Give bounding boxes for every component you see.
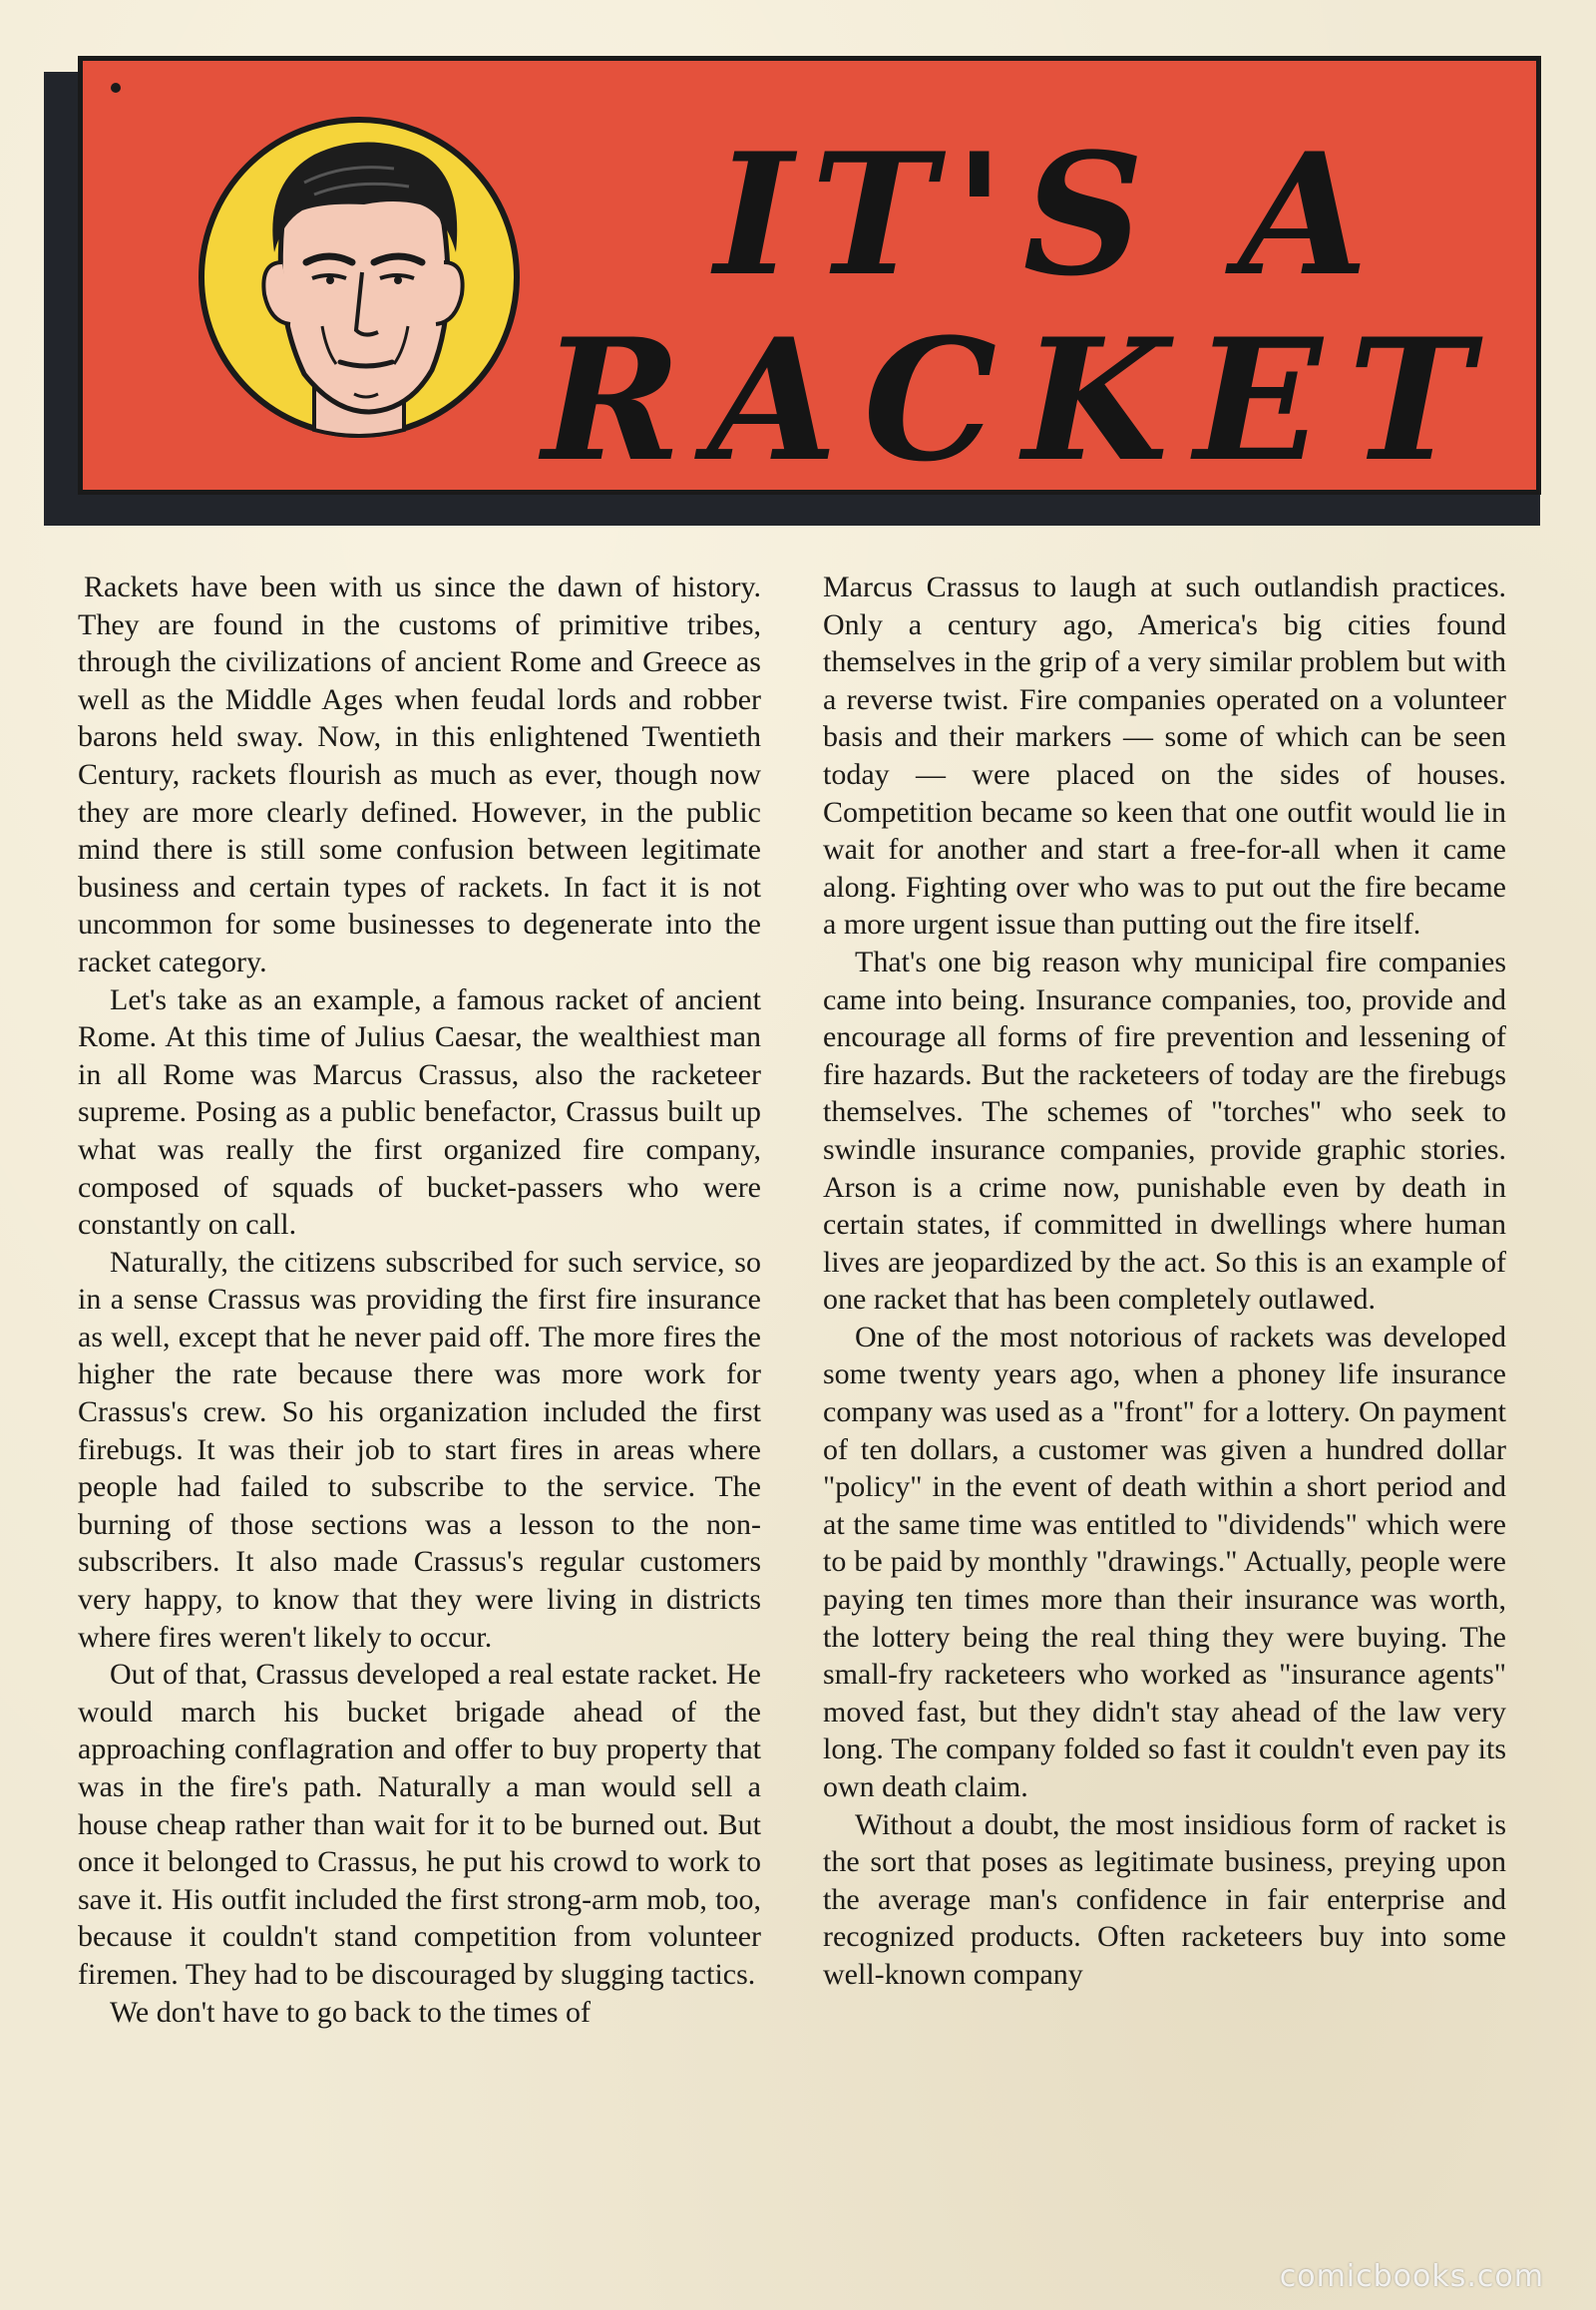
paragraph: Marcus Crassus to laugh at such outlandish practices. Only a century ago, America's big cities found themselves in the grip of a very similar problem but with a reverse twist. Fire companies operated on a volunteer basis and their markers — some of which can be seen today — were placed on the sides of houses. Competition became so keen that one outfit would lie in wait for another and start a free-for-all when it came along. Fighting over who was to put out the fire became a more urgent issue than putting out the fire itself. [823, 571, 1506, 942]
title-line-2: RACKET [542, 301, 1499, 499]
paragraph: Let's take as an example, a famous racket of ancient Rome. At this time of Julius Caesar, the wealthiest man in all Rome was Marcus Crassus, also the racketeer supreme. Posing as a public benefactor, Crassus built up what was really the first organized fire company, composed of squads of bucket-passers who were constantly on call. [78, 982, 761, 1242]
paragraph: We don't have to go back to the times of [110, 1995, 592, 2029]
article-column-right [823, 569, 1506, 1994]
watermark: comicbooks.com [1279, 2259, 1544, 2294]
paragraph: Out of that, Crassus developed a real estate racket. He would march his bucket brigade ahead of the approaching conflagration and offer to buy property that was in the fire's path. Naturally a man would sell a house cheap rather than wait for it to be burned out. But once it belonged to Crassus, he put his crowd to work to save it. His outfit included the first strong-arm mob, too, because it couldn't stand competition from volunteer firemen. They had to be discouraged by slugging tactics. [78, 1658, 761, 1991]
article-body [78, 569, 1544, 2264]
portrait-illustration [195, 113, 524, 442]
paragraph: Naturally, the citizens subscribed for such service, so in a sense Crassus was providing the first fire insurance as well, except that he never paid off. The more fires the higher the rate because there was more work for Crassus's crew. So his organization included the first firebugs. It was their job to start fires in areas where people had failed to subscribe to the service. The burning of those sections was a lesson to the non-subscribers. It also made Crassus's regular customers very happy, to know that they were living in districts where fires weren't likely to occur. [78, 1245, 761, 1654]
paragraph: Without a doubt, the most insidious form of racket is the sort that poses as legitimate business, preying upon the average man's confidence in fair enterprise and recognized products. Often racketeers buy into some well-known company [823, 1807, 1506, 1991]
title-line-1: IT'S A [714, 116, 1387, 313]
banner-dot [111, 83, 121, 93]
title-banner [78, 56, 1541, 499]
page-title [542, 101, 1499, 499]
paragraph: That's one big reason why municipal fire companies came into being. Insurance companies, too, provide and encourage all forms of fire prevention and lessening of fire hazards. But the racketeers of today are the firebugs themselves. The schemes of "torches" who seek to swindle insurance companies, provide graphic stories. Arson is a crime now, punishable even by death in certain states, if committed in dwellings where human lives are jeopardized by the act. So this is an example of one racket that has been completely outlawed. [823, 945, 1506, 1317]
paragraph: One of the most notorious of rackets was developed some twenty years ago, when a phoney life insurance company was used as a "front" for a lottery. On payment of ten dollars, a customer was given a hundred dollar "policy" in the event of death within a short period and at the same time was entitled to "dividends" which were to be paid by monthly "drawings." Actually, people were paying ten times more than their insurance was worth, the lottery being the real thing they were buying. The small-fry racketeers who worked as "insurance agents" moved fast, but they didn't stay ahead of the law very long. The company folded so fast it couldn't even pay its own death claim. [823, 1320, 1506, 1803]
paragraph: Rackets have been with us since the dawn of history. They are found in the customs of primitive tribes, through the civilizations of ancient Rome and Greece as well as the Middle Ages when feudal lords and robber barons held sway. Now, in this enlightened Twentieth Century, rackets flourish as much as ever, though now they are more clearly defined. However, in the public mind there is still some confusion between legitimate business and certain types of rackets. In fact it is not uncommon for some businesses to degenerate into the racket category. [78, 571, 761, 978]
article-column-left [78, 569, 761, 2031]
